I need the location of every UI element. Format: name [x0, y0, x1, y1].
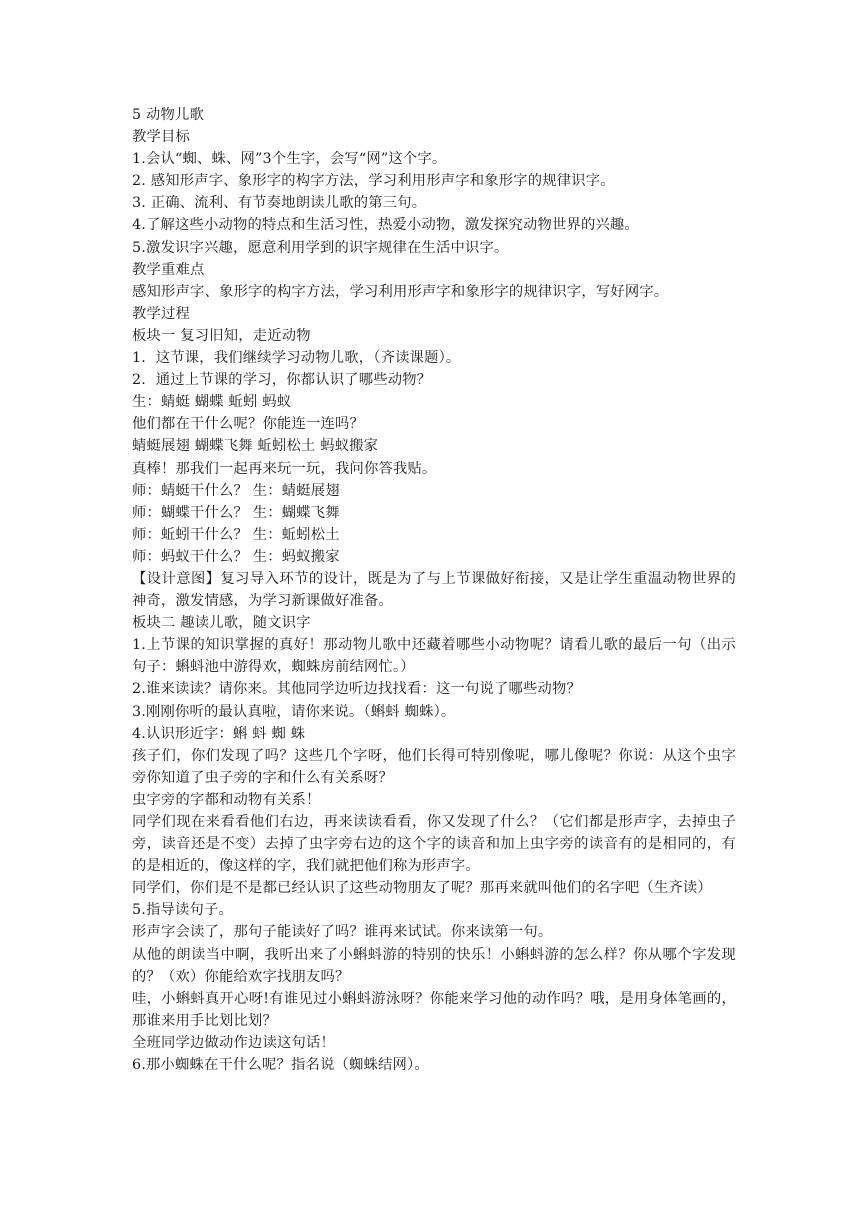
paragraph: 4.认识形近字：蝌 蚪 蜘 蛛 — [132, 725, 306, 742]
paragraph: 生：蜻蜓 蝴蝶 蚯蚓 蚂蚁 — [132, 394, 292, 411]
paragraph: 真棒！那我们一起再来玩一玩，我问你答我贴。 — [132, 460, 437, 477]
objective-item: 1.会认“蜘、蛛、网”3个生字，会写“网”这个字。 — [132, 151, 447, 168]
paragraph: 蜻蜓展翅 蝴蝶飞舞 蚯蚓松土 蚂蚁搬家 — [132, 438, 379, 455]
objective-item: 4.了解这些小动物的特点和生活习性，热爱小动物，激发探究动物世界的兴趣。 — [132, 217, 639, 234]
block-heading-1: 板块一 复习旧知，走近动物 — [132, 327, 311, 344]
objective-item: 3. 正确、流利、有节奏地朗读儿歌的第三句。 — [132, 195, 427, 212]
paragraph: 1．这节课，我们继续学习动物儿歌，（齐读课题）。 — [132, 350, 461, 367]
paragraph: 哇，小蝌蚪真开心呀!有谁见过小蝌蚪游泳呀？你能来学习他的动作吗？哦，是用身体笔画的，那谁来用手比划比划？ — [132, 990, 736, 1029]
document-page — [132, 104, 736, 1076]
design-intent-paragraph: 【设计意图】复习导入环节的设计，既是为了与上节课做好衔接，又是让学生重温动物世界的神奇，激发情感，为学习新课做好准备。 — [132, 570, 736, 610]
paragraph: 5.指导读句子。 — [132, 902, 234, 919]
dialogue-line: 师：蚂蚁干什么？ 生：蚂蚁搬家 — [132, 548, 340, 565]
paragraph: 3.刚刚你听的最认真啦，请你来说。（蝌蚪 蜘蛛）。 — [132, 703, 456, 720]
paragraph: 1.上节课的知识掌握的真好！那动物儿歌中还藏着哪些小动物呢？请看儿歌的最后一句（出示句子：蝌蚪池中游得欢，蜘蛛房前结网忙。） — [132, 637, 736, 676]
objective-item: 2. 感知形声字、象形字的构字方法，学习利用形声字和象形字的规律识字。 — [132, 173, 615, 190]
dialogue-line: 师：蝴蝶干什么？ 生：蝴蝶飞舞 — [132, 504, 340, 521]
paragraph: 形声字会读了，那句子能读好了吗？谁再来试试。你来读第一句。 — [132, 924, 553, 941]
paragraph: 全班同学边做动作边读这句话！ — [132, 1034, 335, 1051]
dialogue-line: 师：蚯蚓干什么？ 生：蚯蚓松土 — [132, 526, 340, 543]
paragraph: 从他的朗读当中啊，我听出来了小蝌蚪游的特别的快乐！小蝌蚪游的怎么样？你从哪个字发现的？（欢）你能给欢字找朋友吗？ — [132, 946, 736, 985]
objective-item: 5.激发识字兴趣，愿意利用学到的识字规律在生活中识字。 — [132, 239, 509, 256]
key-points-text: 感知形声字、象形字的构字方法，学习利用形声字和象形字的规律识字，写好网字。 — [132, 283, 669, 300]
paragraph: 他们都在干什么呢？你能连一连吗？ — [132, 416, 364, 433]
paragraph: 6.那小蜘蛛在干什么呢？指名说（蜘蛛结网）。 — [132, 1057, 429, 1074]
paragraph: 同学们现在来看看他们右边，再来读读看看，你又发现了什么？（它们都是形声字，去掉虫子旁，读音还是不变）去掉了虫字旁右边的这个字的读音和加上虫字旁的读音有的是相同的，有的是相近的，像这样的字，我们就把他们称为形声字。 — [132, 814, 736, 875]
paragraph: 虫字旁的字都和动物有关系！ — [132, 791, 321, 808]
paragraph: 2．通过上节课的学习，你都认识了哪些动物？ — [132, 372, 432, 389]
section-heading-objectives: 教学目标 — [132, 129, 190, 146]
section-heading-process: 教学过程 — [132, 305, 190, 322]
block-heading-2: 板块二 趣读儿歌，随文识字 — [132, 615, 311, 632]
lesson-title: 5 动物儿歌 — [132, 107, 205, 123]
section-heading-key-points: 教学重难点 — [132, 261, 205, 278]
dialogue-line: 师：蜻蜓干什么？ 生：蜻蜓展翅 — [132, 482, 340, 499]
paragraph: 孩子们，你们发现了吗？这些几个字呀，他们长得可特别像呢，哪儿像呢？你说：从这个虫字旁你知道了虫子旁的字和什么有关系呀？ — [132, 747, 736, 786]
paragraph: 同学们，你们是不是都已经认识了这些动物朋友了呢？那再来就叫他们的名字吧（生齐读） — [132, 880, 712, 897]
paragraph: 2.谁来读读？请你来。其他同学边听边找找看：这一句说了哪些动物？ — [132, 681, 581, 698]
